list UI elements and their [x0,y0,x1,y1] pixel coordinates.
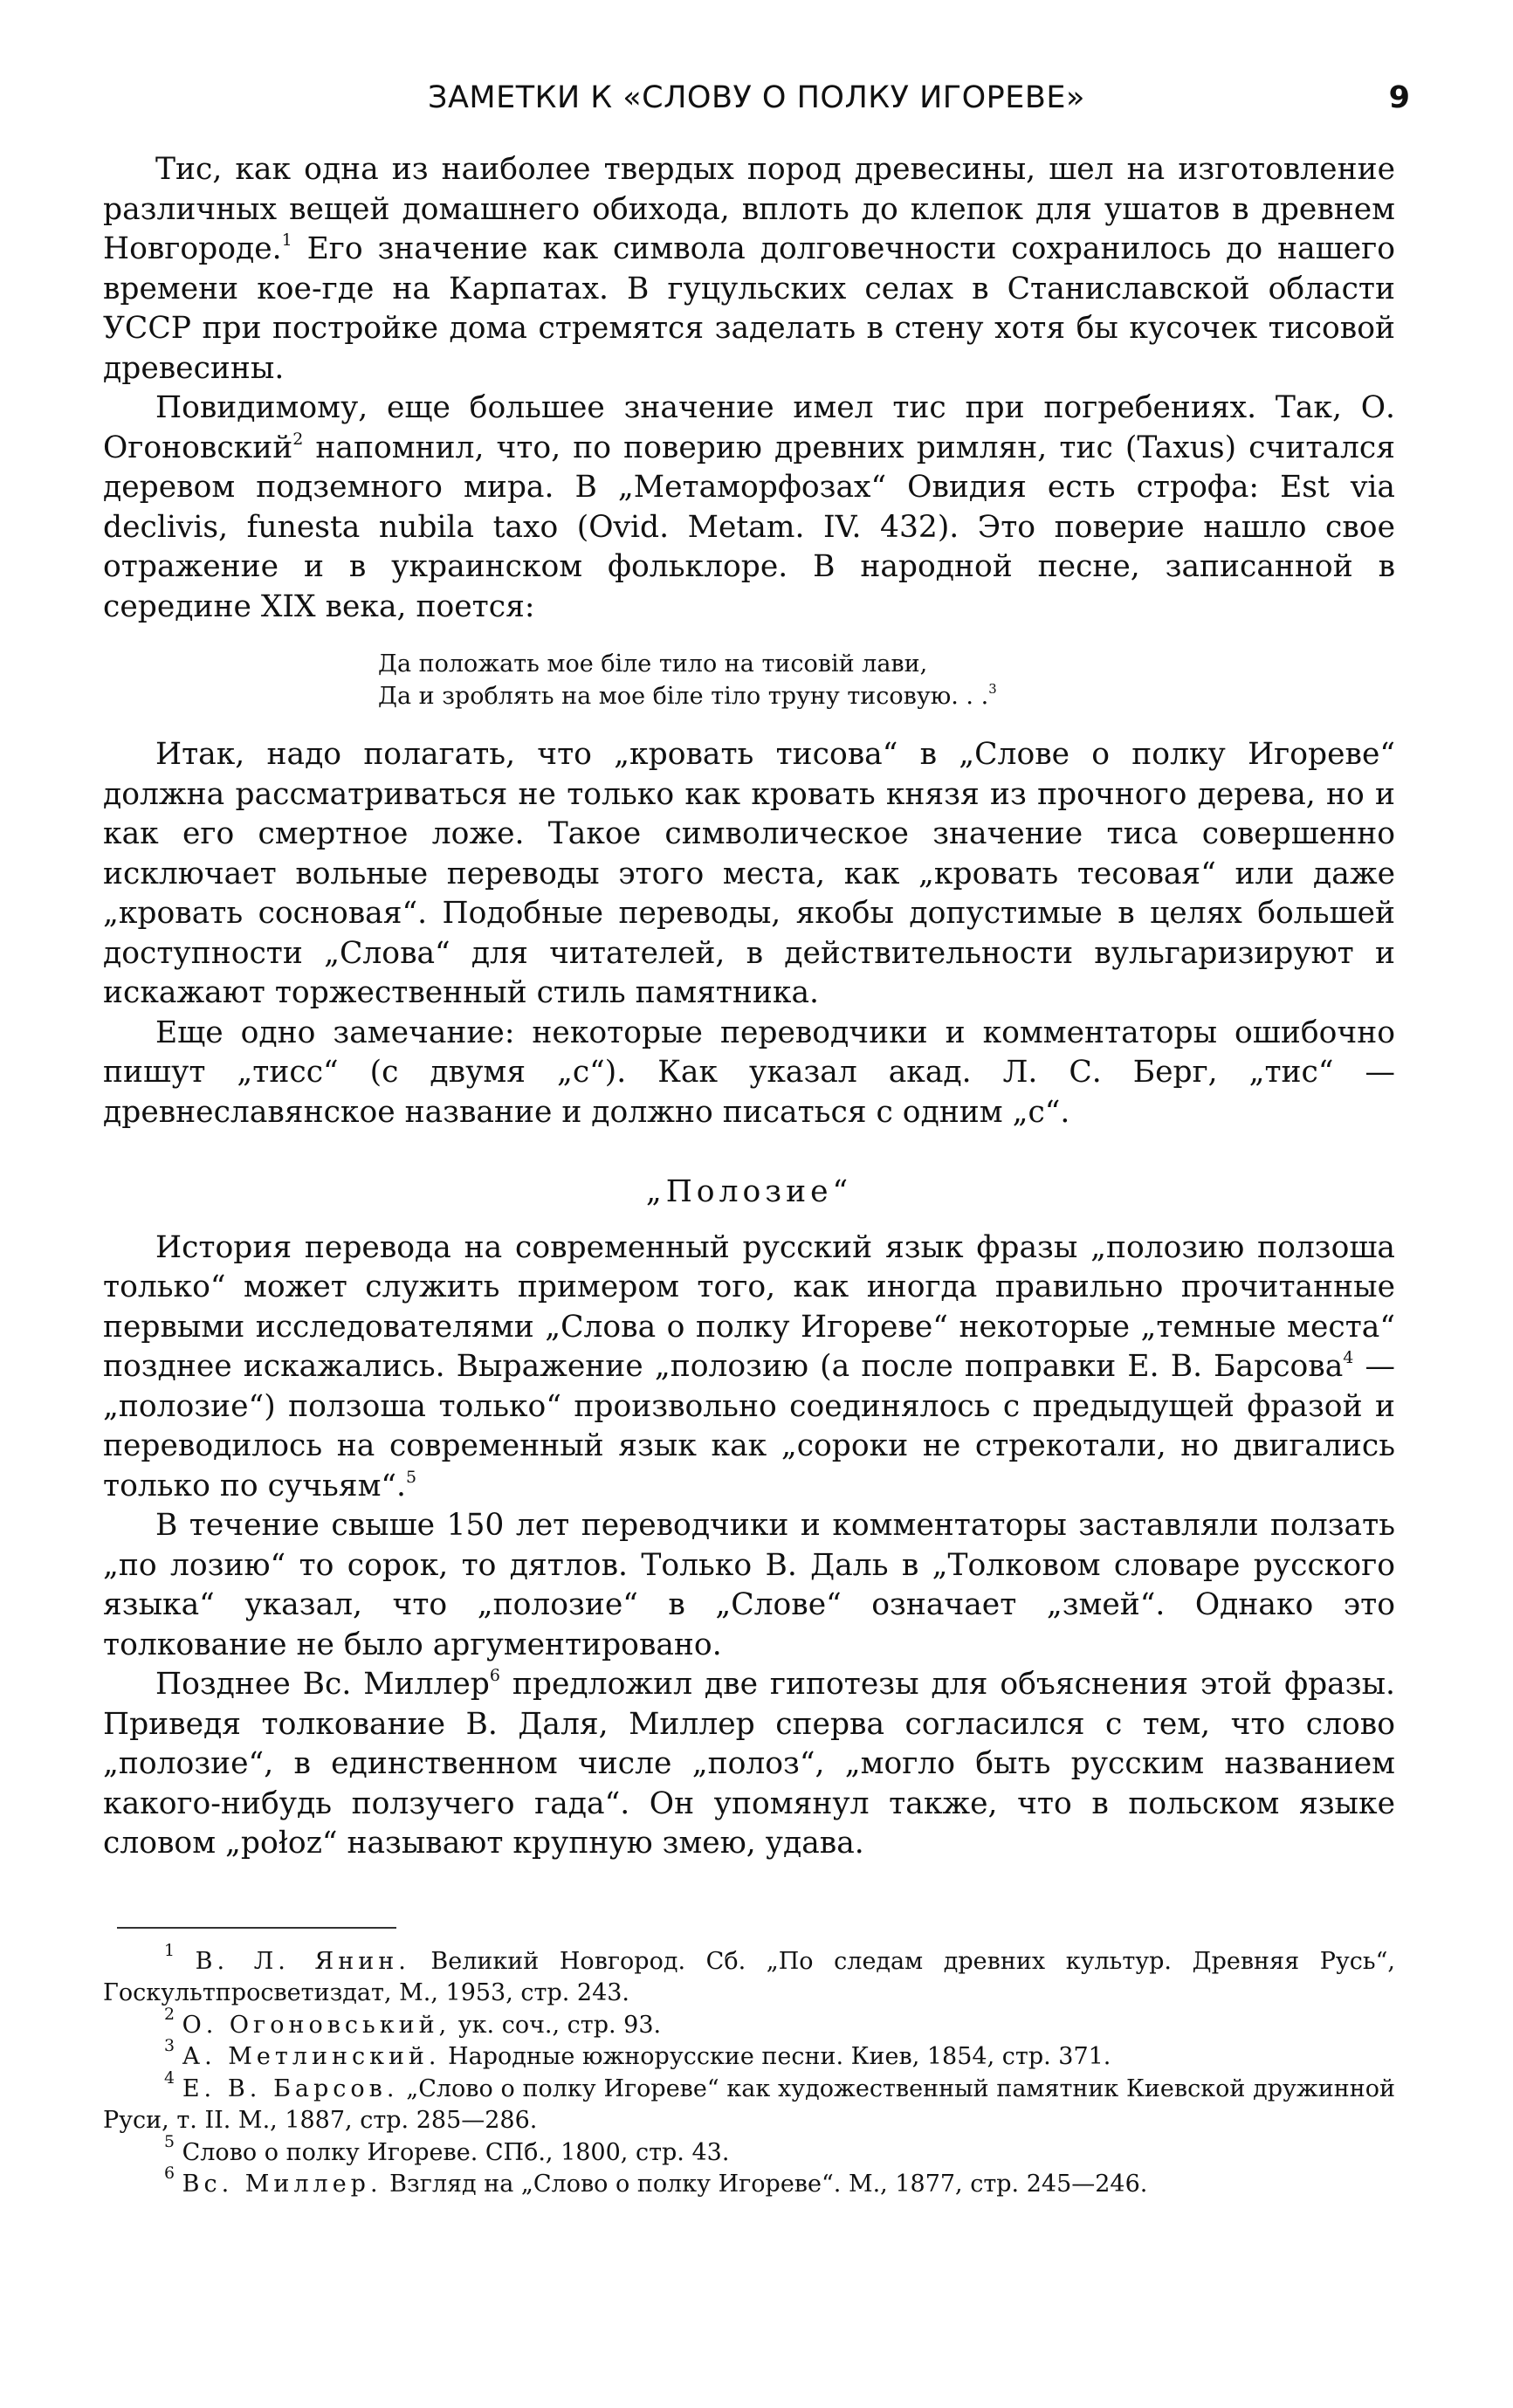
paragraph-4: Еще одно замечание: некоторые переводчики и комментаторы ошибочно пишут „тисс“ (с двумя „с“). Как указал акад. Л. С. Берг, „тис“ — древнеславянское название и должно писаться с одним „с“. [103,1015,1395,1130]
footnote-ref-5[interactable]: 5 [406,1467,417,1487]
footnote-author: Вс. Миллер. [182,2171,382,2198]
footnote-ref-6[interactable]: 6 [489,1665,500,1685]
paragraph-1: Тис, как одна из наиболее твердых пород древесины, шел на изготовление различных вещей домашнего обихода, вплоть до клепок для ушатов в древнем Новгороде.$^1$ Его значение как символа долговечности сохранилось до нашего времени кое-где на Карпатах. В гуцульских селах в Станиславской области УССР при постройке дома стремятся заделать в стену хотя бы кусочек тисовой древесины. [103,152,1395,386]
footnote: $^1$ В. Л. Янин. Великий Новгород. Сб. „По следам древних культур. Древняя Русь“, Госкультпросветиздат, М., 1953, стр. 243. [103,1940,1395,2006]
paragraph-6: В течение свыше 150 лет переводчики и комментаторы заставляли ползать „по лозию“ то сорок, то дятлов. Только В. Даль в „Толковом словаре русского языка“ указал, что „полозие“ в „Слове“ означает „змей“. Однако это толкование не было аргументировано. [103,1508,1395,1662]
section-title: „Полозие“ [645,1174,853,1209]
verse-line-2: Да и зроблять на мое біле тіло труну тисовую. . .$^3$ [378,681,997,710]
verse-line-1: Да положать мое біле тило на тисовій лави, [378,650,928,678]
paragraph-7: Позднее Вс. Миллер$^6$ предложил две гипотезы для объяснения этой фразы. Приведя толкование В. Даля, Миллер сперва согласился с тем, что слово „полозие“, в единственном числе „полоз“, „могло быть русским названием какого-нибудь ползучего гада“. Он упомянул также, что в польском языке словом „połoz“ называют крупную змею, удава. [103,1665,1395,1861]
footnote-divider [117,1927,396,1929]
footnote-author: О. Огоновський, [182,2011,451,2039]
footnote: $^5$ Слово о полку Игореве. СПб., 1800, стр. 43. [164,2131,730,2166]
footnote-ref-3[interactable]: 3 [988,681,997,698]
paragraph-5: История перевода на современный русский язык фразы „полозию ползоша только“ может служить примером того, как иногда правильно прочитанные первыми исследователями „Слова о полку Игореве“ некоторые „темные места“ позднее искажались. Выражение „полозию (а после поправки Е. В. Барсова$^4$ — „полозие“) ползоша только“ произвольно соединялось с предыдущей фразой и переводилось на современный язык как „сороки не стрекотали, но двигались только по сучьям“.$^5$ [103,1229,1396,1503]
footnote-author: Е. В. Барсов. [182,2074,399,2102]
footnote-ref-1[interactable]: 1 [281,230,292,250]
footnotes [103,1940,1395,2201]
footnote-author: А. Метлинский. [182,2043,441,2070]
paragraph-2: Повидимому, еще большее значение имел тис при погребениях. Так, О. Огоновский$^2$ напомнил, что, по поверию древних римлян, тис (Taxus) считался деревом подземного мира. В „Метаморфозах“ Овидия есть строфа: Est via declivis, funesta nubila taxo (Ovid. Metam. IV. 432). Это поверие нашло свое отражение и в украинском фольклоре. В народной песне, записанной в середине XIX века, поется: [103,390,1395,624]
page-number: 9 [1388,80,1410,115]
footnote: $^3$ А. Метлинский. Народные южнорусские песни. Киев, 1854, стр. 371. [164,2035,1111,2070]
footnote: $^2$ О. Огоновський, ук. соч., стр. 93. [164,2004,662,2039]
footnote: $^4$ Е. В. Барсов. „Слово о полку Игореве“ как художественный памятник Киевской дружинной Руси, т. II. М., 1887, стр. 285—286. [103,2067,1395,2134]
folk-song-quote [378,648,1395,712]
page-header [103,80,1410,133]
running-head: ЗАМЕТКИ К «СЛОВУ О ПОЛКУ ИГОРЕВЕ» [428,80,1085,115]
footnote-ref-4[interactable]: 4 [1343,1347,1354,1367]
footnote-ref-2[interactable]: 2 [292,429,304,449]
paragraph-3: Итак, надо полагать, что „кровать тисова“ в „Слове о полку Игореве“ должна рассматриваться не только как кровать князя из прочного дерева, но и как его смертное ложе. Такое символическое значение тиса совершенно исключает вольные переводы этого места, как „кровать тесовая“ или даже „кровать сосновая“. Подобные переводы, якобы допустимые в целях большей доступности „Слова“ для читателей, в действительности вульгаризируют и искажают торжественный стиль памятника. [103,737,1395,1010]
article-body [103,150,1395,2201]
footnote-author: В. Л. Янин. [195,1947,410,1975]
footnote: $^6$ Вс. Миллер. Взгляд на „Слово о полку Игореве“. М., 1877, стр. 245—246. [164,2163,1148,2198]
